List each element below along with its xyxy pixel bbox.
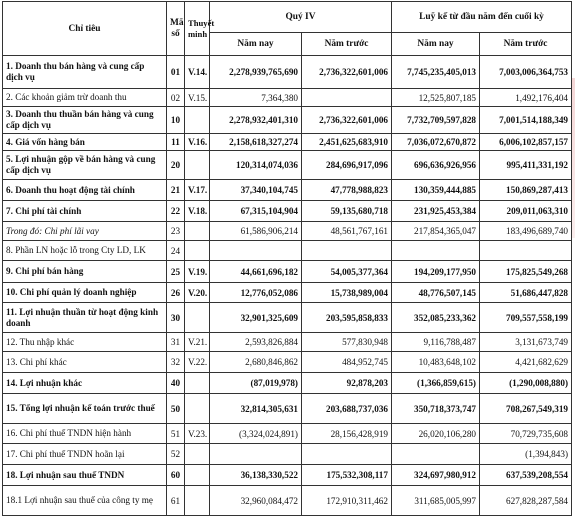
cell-q4-this-year: 120,314,074,036 xyxy=(210,151,302,180)
row-note: V.18. xyxy=(185,201,210,222)
cell-q4-last-year: 172,910,311,462 xyxy=(302,486,392,516)
row-code: 20 xyxy=(167,151,185,180)
row-label: 18.1 Lợi nhuận sau thuế của công ty mẹ xyxy=(3,486,167,516)
table-row xyxy=(3,486,572,516)
cell-q4-this-year xyxy=(210,444,302,465)
cell-ytd-last-year: 3,131,673,749 xyxy=(480,333,572,352)
row-code: 11 xyxy=(167,134,185,151)
row-label: 1. Doanh thu bán hàng và cung cấp dịch vụ xyxy=(3,56,167,89)
cell-q4-last-year: 92,878,203 xyxy=(302,373,392,394)
row-label: 13. Chi phí khác xyxy=(3,352,167,373)
row-label: 15. Tổng lợi nhuận kế toán trước thuế xyxy=(3,394,167,424)
cell-q4-this-year: 32,901,325,609 xyxy=(210,303,302,333)
row-code: 30 xyxy=(167,303,185,333)
cell-q4-this-year: (3,324,024,891) xyxy=(210,424,302,444)
row-code: 32 xyxy=(167,352,185,373)
row-code: 26 xyxy=(167,283,185,303)
row-label: 5. Lợi nhuận gộp về bán hàng và cung cấp dịch vụ xyxy=(3,151,167,180)
row-code: 25 xyxy=(167,261,185,283)
table-row xyxy=(3,180,572,201)
table-row xyxy=(3,201,572,222)
cell-q4-last-year xyxy=(302,444,392,465)
row-note xyxy=(185,465,210,486)
row-label: Trong đó: Chi phí lãi vay xyxy=(3,222,167,241)
cell-q4-last-year: 284,696,917,096 xyxy=(302,151,392,180)
cell-ytd-last-year: (1,290,008,880) xyxy=(480,373,572,394)
cell-ytd-last-year: 708,267,549,319 xyxy=(480,394,572,424)
row-label: 6. Doanh thu hoạt động tài chính xyxy=(3,180,167,201)
cell-q4-this-year: 36,138,330,522 xyxy=(210,465,302,486)
cell-q4-this-year: 32,960,084,472 xyxy=(210,486,302,516)
header-item: Chỉ tiêu xyxy=(3,2,167,56)
cell-ytd-last-year xyxy=(480,241,572,261)
row-label: 7. Chi phí tài chính xyxy=(3,201,167,222)
table-row xyxy=(3,241,572,261)
table-row xyxy=(3,222,572,241)
cell-ytd-this-year xyxy=(392,444,480,465)
table-row xyxy=(3,151,572,180)
table-row xyxy=(3,333,572,352)
row-code: 24 xyxy=(167,241,185,261)
row-label: 18. Lợi nhuận sau thuế TNDN xyxy=(3,465,167,486)
row-note: V.20. xyxy=(185,283,210,303)
cell-ytd-last-year: 995,411,331,192 xyxy=(480,151,572,180)
row-code: 52 xyxy=(167,444,185,465)
cell-ytd-this-year: 7,732,709,597,828 xyxy=(392,107,480,134)
cell-q4-last-year: 48,561,767,161 xyxy=(302,222,392,241)
row-note xyxy=(185,373,210,394)
table-row xyxy=(3,394,572,424)
cell-ytd-this-year: 26,020,106,280 xyxy=(392,424,480,444)
row-label: 17. Chi phí thuế TNDN hoãn lại xyxy=(3,444,167,465)
table-row xyxy=(3,261,572,283)
cell-q4-this-year: 2,158,618,327,274 xyxy=(210,134,302,151)
cell-ytd-last-year: 175,825,549,268 xyxy=(480,261,572,283)
row-note: V.19. xyxy=(185,261,210,283)
cell-q4-this-year: 2,278,939,765,690 xyxy=(210,56,302,89)
cell-ytd-last-year: 6,006,102,857,157 xyxy=(480,134,572,151)
cell-ytd-last-year: 1,492,176,404 xyxy=(480,89,572,107)
cell-ytd-last-year: 627,828,287,584 xyxy=(480,486,572,516)
row-label: 9. Chi phí bán hàng xyxy=(3,261,167,283)
cell-ytd-this-year: 194,209,177,950 xyxy=(392,261,480,283)
cell-q4-last-year: 2,451,625,683,910 xyxy=(302,134,392,151)
cell-ytd-this-year: 324,697,980,912 xyxy=(392,465,480,486)
cell-ytd-last-year: 637,539,208,554 xyxy=(480,465,572,486)
row-label: 8. Phần LN hoặc lỗ trong Cty LD, LK xyxy=(3,241,167,261)
income-statement-table xyxy=(2,1,572,516)
cell-ytd-this-year: 12,525,807,185 xyxy=(392,89,480,107)
row-note: V.23. xyxy=(185,424,210,444)
cell-q4-last-year: 54,005,377,364 xyxy=(302,261,392,283)
cell-ytd-last-year: 4,421,682,629 xyxy=(480,352,572,373)
row-code: 21 xyxy=(167,180,185,201)
cell-q4-last-year: 203,595,858,833 xyxy=(302,303,392,333)
row-note xyxy=(185,303,210,333)
row-code: 60 xyxy=(167,465,185,486)
cell-q4-last-year: 59,135,680,718 xyxy=(302,201,392,222)
cell-ytd-last-year: 150,869,287,413 xyxy=(480,180,572,201)
table-row xyxy=(3,134,572,151)
header-note: Thuyết minh xyxy=(185,2,210,56)
row-label: 2. Các khoản giảm trừ doanh thu xyxy=(3,89,167,107)
cell-ytd-last-year: 709,557,558,199 xyxy=(480,303,572,333)
table-row xyxy=(3,56,572,89)
row-label: 14. Lợi nhuận khác xyxy=(3,373,167,394)
cell-q4-this-year: 32,814,305,631 xyxy=(210,394,302,424)
table-row xyxy=(3,283,572,303)
row-note xyxy=(185,222,210,241)
row-label: 16. Chi phí thuế TNDN hiện hành xyxy=(3,424,167,444)
header-q4-this-year: Năm nay xyxy=(210,33,302,56)
row-label: 10. Chi phí quản lý doanh nghiệp xyxy=(3,283,167,303)
table-row xyxy=(3,352,572,373)
cell-q4-last-year: 175,532,308,117 xyxy=(302,465,392,486)
header-ytd-last-year: Năm trước xyxy=(480,33,572,56)
row-note: V.16. xyxy=(185,134,210,151)
cell-q4-this-year xyxy=(210,241,302,261)
row-note xyxy=(185,394,210,424)
cell-q4-this-year: 12,776,052,086 xyxy=(210,283,302,303)
cell-ytd-this-year: 311,685,005,997 xyxy=(392,486,480,516)
cell-q4-this-year: 7,364,380 xyxy=(210,89,302,107)
row-code: 31 xyxy=(167,333,185,352)
row-code: 02 xyxy=(167,89,185,107)
header-code: Mã số xyxy=(167,2,185,56)
cell-q4-last-year: 484,952,745 xyxy=(302,352,392,373)
cell-q4-last-year: 2,736,322,601,006 xyxy=(302,107,392,134)
cell-ytd-this-year: 7,745,235,405,013 xyxy=(392,56,480,89)
header-row-top xyxy=(3,2,572,33)
row-note xyxy=(185,107,210,134)
cell-ytd-this-year: 217,854,365,047 xyxy=(392,222,480,241)
header-group-q4: Quý IV xyxy=(210,2,392,33)
row-label: 12. Thu nhập khác xyxy=(3,333,167,352)
cell-q4-this-year: (87,019,978) xyxy=(210,373,302,394)
header-q4-last-year: Năm trước xyxy=(302,33,392,56)
row-note: V.22. xyxy=(185,352,210,373)
cell-ytd-this-year: (1,366,859,615) xyxy=(392,373,480,394)
cell-q4-last-year: 2,736,322,601,006 xyxy=(302,56,392,89)
row-label: 4. Giá vốn hàng bán xyxy=(3,134,167,151)
cell-ytd-last-year: 183,496,689,740 xyxy=(480,222,572,241)
cell-ytd-this-year: 7,036,072,670,872 xyxy=(392,134,480,151)
cell-q4-this-year: 2,278,932,401,310 xyxy=(210,107,302,134)
table-body xyxy=(3,56,572,516)
cell-q4-this-year: 2,593,826,884 xyxy=(210,333,302,352)
cell-ytd-last-year: 209,011,063,310 xyxy=(480,201,572,222)
cell-q4-last-year xyxy=(302,89,392,107)
cell-q4-last-year xyxy=(302,241,392,261)
header-ytd-this-year: Năm nay xyxy=(392,33,480,56)
cell-ytd-this-year: 352,085,233,362 xyxy=(392,303,480,333)
cell-ytd-this-year: 130,359,444,885 xyxy=(392,180,480,201)
cell-ytd-this-year: 48,776,507,145 xyxy=(392,283,480,303)
cell-q4-last-year: 15,738,989,004 xyxy=(302,283,392,303)
table-row xyxy=(3,89,572,107)
cell-ytd-this-year: 231,925,453,384 xyxy=(392,201,480,222)
cell-q4-last-year: 203,688,737,036 xyxy=(302,394,392,424)
row-code: 51 xyxy=(167,424,185,444)
cell-q4-last-year: 28,156,428,919 xyxy=(302,424,392,444)
cell-ytd-this-year xyxy=(392,241,480,261)
cell-ytd-last-year: 7,003,006,364,753 xyxy=(480,56,572,89)
row-code: 10 xyxy=(167,107,185,134)
row-code: 22 xyxy=(167,201,185,222)
cell-q4-this-year: 2,680,846,862 xyxy=(210,352,302,373)
table-row xyxy=(3,424,572,444)
row-note xyxy=(185,486,210,516)
cell-q4-this-year: 61,586,906,214 xyxy=(210,222,302,241)
row-note: V.15. xyxy=(185,89,210,107)
cell-ytd-last-year: 7,001,514,188,349 xyxy=(480,107,572,134)
table-row xyxy=(3,373,572,394)
row-note xyxy=(185,241,210,261)
row-code: 50 xyxy=(167,394,185,424)
row-note: V.21. xyxy=(185,333,210,352)
row-code: 40 xyxy=(167,373,185,394)
cell-ytd-last-year: 70,729,735,608 xyxy=(480,424,572,444)
cell-q4-last-year: 577,830,948 xyxy=(302,333,392,352)
cell-ytd-this-year: 696,636,926,956 xyxy=(392,151,480,180)
table-row xyxy=(3,465,572,486)
row-note: V.17. xyxy=(185,180,210,201)
row-label: 11. Lợi nhuận thuần từ hoạt động kinh doanh xyxy=(3,303,167,333)
table-row xyxy=(3,444,572,465)
cell-ytd-this-year: 9,116,788,487 xyxy=(392,333,480,352)
cell-ytd-last-year: (1,394,843) xyxy=(480,444,572,465)
row-note: V.14. xyxy=(185,56,210,89)
row-note xyxy=(185,151,210,180)
cell-q4-this-year: 67,315,104,904 xyxy=(210,201,302,222)
cell-q4-last-year: 47,778,988,823 xyxy=(302,180,392,201)
row-label: 3. Doanh thu thuần bán hàng và cung cấp dịch vụ xyxy=(3,107,167,134)
row-code: 01 xyxy=(167,56,185,89)
cell-ytd-this-year: 350,718,373,747 xyxy=(392,394,480,424)
row-note xyxy=(185,444,210,465)
cell-q4-this-year: 44,661,696,182 xyxy=(210,261,302,283)
header-group-ytd: Luỹ kế từ đầu năm đến cuối kỳ xyxy=(392,2,572,33)
cell-ytd-last-year: 51,686,447,828 xyxy=(480,283,572,303)
cell-ytd-this-year: 10,483,648,102 xyxy=(392,352,480,373)
row-code: 23 xyxy=(167,222,185,241)
row-code: 61 xyxy=(167,486,185,516)
cell-q4-this-year: 37,340,104,745 xyxy=(210,180,302,201)
table-row xyxy=(3,107,572,134)
table-row xyxy=(3,303,572,333)
